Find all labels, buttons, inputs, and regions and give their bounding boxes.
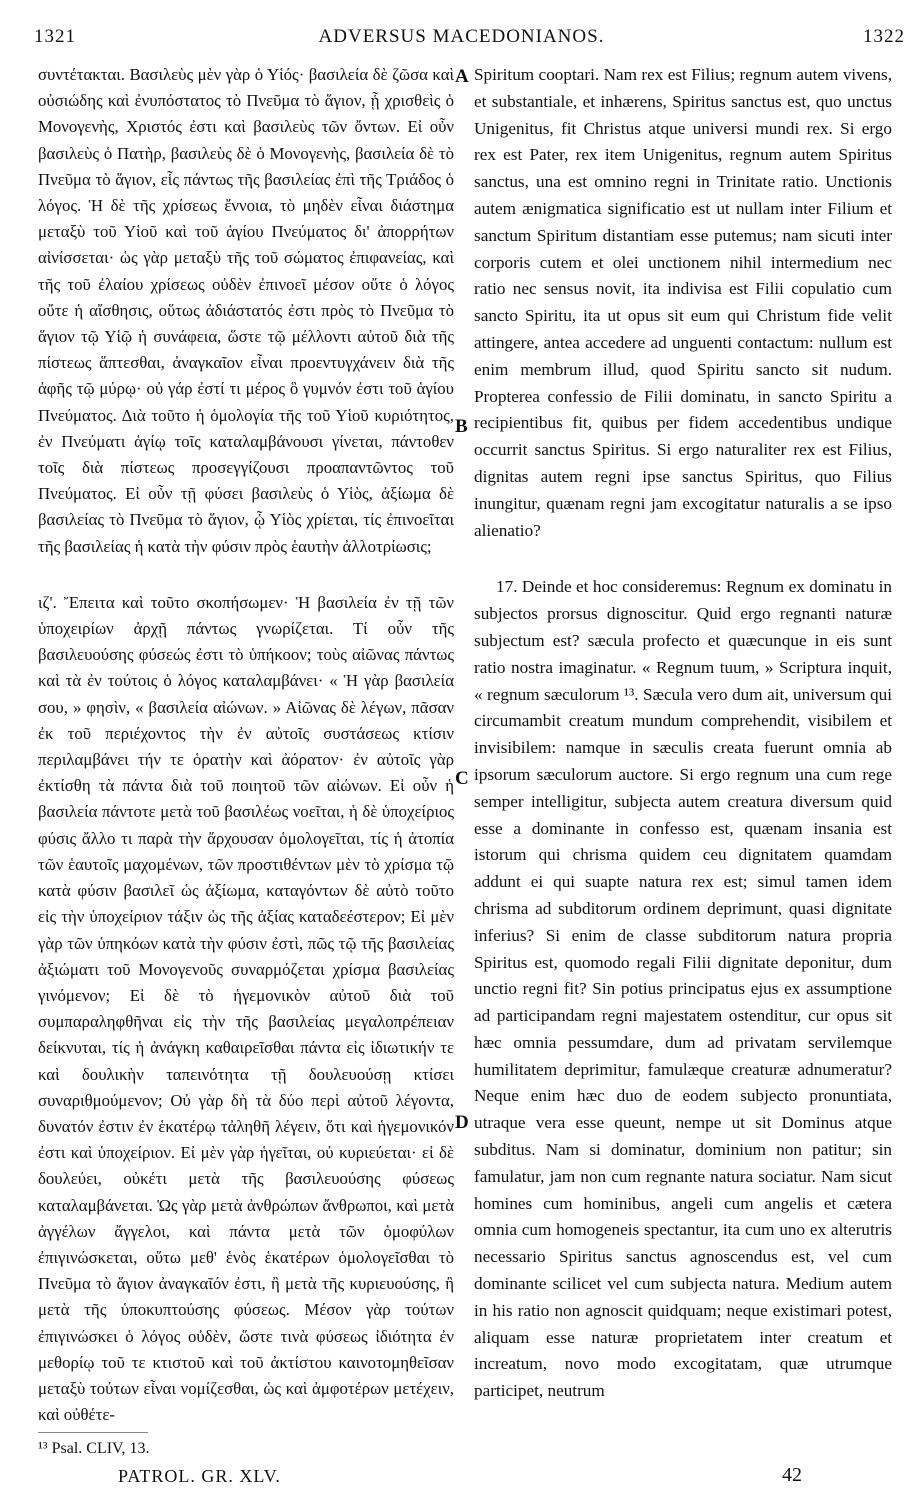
greek-paragraph-1: συντέτακται. Βασιλεὺς μὲν γὰρ ὁ Υἱός· βασιλεία δὲ ζῶσα καὶ οὐσιώδης καὶ ἐνυπόστατος τὸ Πνεῦμα τὸ ἅγιον, ᾗ χρισθεὶς ὁ Μονογενὴς, Χριστός ἐστι καὶ βασιλεὺς τῶν ὄντων. Εἰ οὖν βασιλεὺς ὁ Πατὴρ, βασιλεὺς δὲ ὁ Μονογενὴς, βασιλεία δὲ τὸ Πνεῦμα τὸ ἅγιον, εἷς πάντως τῆς βασιλείας ἐπὶ τῆς Τριάδος ὁ λόγος. Ἡ δὲ τῆς χρίσεως ἔννοια, τὸ μηδὲν εἶναι διάστημα μεταξὺ τοῦ Υἱοῦ καὶ τοῦ ἁγίου Πνεύματος δι' ἀπορρήτων αἰνίσσεται· ὡς γὰρ μεταξὺ τῆς τοῦ σώματος ἐπιφανείας, καὶ τῆς τοῦ ἐλαίου χρίσεως οὐδὲν ἐπινοεῖ μέσον οὔτε ὁ λόγος οὔτε ἡ αἴσθησις, οὕτως ἀδιάστατός ἐστι πρὸς τὸ Πνεῦμα τὸ ἅγιον τῷ Υἱῷ ἡ συνάφεια, ὥστε τῷ μέλλοντι αὐτοῦ διὰ τῆς πίστεως ἅπτεσθαι, ἀναγκαῖον εἶναι προεντυγχάνειν διὰ τῆς ἀφῆς τῷ μύρῳ· οὐ γάρ ἐστί τι μέρος ὃ γυμνόν ἐστι τοῦ ἁγίου Πνεύματος. Διὰ τοῦτο ἡ ὁμολογία τῆς τοῦ Υἱοῦ κυριότητος, ἐν Πνεύματι ἁγίῳ τοῖς καταλαμβάνουσι γίνεται, πάντοθεν τοῖς διὰ πίστεως προσεγγίζουσι προαπαντῶντος τοῦ Πνεύματος. Εἰ οὖν τῇ φύσει βασιλεὺς ὁ Υἱὸς, ἀξίωμα δὲ βασιλείας τὸ Πνεῦμα τὸ ἅγιον, ᾧ Υἱὸς χρίεται, τίς ἐπινοεῖται τῆς βασιλείας ἡ κατὰ τὴν φύσιν πρὸς ἑαυτὴν ἀλλοτρίωσις; [38,65,454,556]
page-header [0,0,923,52]
series-signature: PATROL. GR. XLV. [118,1466,281,1486]
footnote-rule [38,1432,148,1433]
greek-paragraph-2: ιζ'. Ἔπειτα καὶ τοῦτο σκοπήσωμεν· Ἡ βασιλεία ἐν τῇ τῶν ὑποχειρίων ἀρχῇ πάντως γνωρίζεται. Τί οὖν τῆς βασιλευούσης φύσεώς ἐστι τὸ ὑπήκοον; τοὺς αἰῶνας πάντως καὶ τὰ ἐν τούτοις ὁ λόγος καταλαμβάνει· « Ἡ γὰρ βασιλεία σου, » φησὶν, « βασιλεία αἰώνων. » Αἰῶνας δὲ λέγων, πᾶσαν ἐκ τοῦ περιέχοντος τὴν ἐν αὐτοῖς συστάσεως κτίσιν περιλαμβάνει τήν τε ὁρατὴν καὶ ἀόρατον· ἐν αὐτοῖς γὰρ ἐκτίσθη τὰ πάντα διὰ τοῦ ποιητοῦ τῶν αἰώνων. Εἰ οὖν ἡ βασιλεία πάντοτε μετὰ τοῦ βασιλέως νοεῖται, ἡ δὲ ὑποχείριος φύσις ἄλλο τι παρὰ τὴν ἄρχουσαν ὁμολογεῖται, τίς ἡ ἀτοπία τῶν ἑαυτοῖς μαχομένων, τῶν προστιθέντων μὲν τὸ χρίσμα τῷ κατὰ φύσιν βασιλεῖ ὡς ἀξίωμα, καταγόντων δὲ αὐτὸ τοῦτο εἰς τὴν ὑποχείριον τάξιν ὡς τῆς ἀξίας καταδεέστερον; Εἰ μὲν γὰρ τῶν ὑπηκόων κατὰ τὴν φύσιν ἐστὶ, πῶς τῷ τῆς βασιλείας ἀξιώματι τοῦ Μονογενοῦς συναρμόζεται χρίσμα βασιλείας γινόμενον; Εἰ δὲ τὸ ἡγεμονικὸν αὐτοῦ διὰ τοῦ συμπαραληφθῆναι εἰς τὴν τῆς βασιλείας μεγαλοπρέπειαν δείκνυται, τίς ἡ ἀνάγκη καθαιρεῖσθαι πάντα εἰς ἰδιωτικήν τε καὶ δουλικὴν ταπεινότητα τῇ δουλευούσῃ κτίσει συναριθμούμενον; Οὐ γὰρ δὴ τὰ δύο περὶ αὐτοῦ λέγοντα, δυνατόν ἐστιν ἐν ἑκατέρῳ τἀληθῆ λέγειν, ὅτι καὶ ἡγεμονικόν ἐστι καὶ ὑποχείριον. Εἰ μὲν γὰρ ἡγεῖται, οὐ κυριεύεται· εἰ δὲ δουλεύει, οὐκέτι μετὰ τῆς βασιλευούσης φύσεως καταλαμβάνεται. Ὡς γὰρ μετὰ ἀνθρώπων ἄνθρωποι, καὶ μετὰ ἀγγέλων ἄγγελοι, καὶ πάντα μετὰ τῶν ὁμοφύλων ἐπιγινώσκεται, οὕτω μεθ' ἑνὸς ἑκατέρων ὁμολογεῖσθαι τὸ Πνεῦμα τὸ ἅγιον ἀναγκαῖόν ἐστι, ἢ μετὰ τῆς κυριευούσης, ἢ μετὰ τῆς ὑποκυπτούσης φύσεως. Μέσον γὰρ τούτων ἐπιγινώσκει ὁ λόγος οὐδὲν, ὥστε τινὰ φύσεως ἰδιότητα ἐν μεθορίῳ τοῦ τε κτιστοῦ καὶ τοῦ ἀκτίστου καινοτομηθεῖσαν μεταξὺ τούτων εἶναι νομίζεσθαι, ὡς καὶ ἀμφοτέρων μετέχειν, καὶ οὐθέτε- [38,592,454,1425]
page-number-right: 1322 [863,26,905,47]
latin-paragraph-1: Spiritum cooptari. Nam rex est Filius; regnum autem vivens, et substantiale, et inhærens, Spiritus sanctus est, quo unctus Unigenitus, fit Christus atque universi mundi rex. Si ergo rex est Pater, rex item Unigenitus, regnum autem Spiritus sanctus, una est omnino regni in Trinitate ratio. Unctionis autem ænigmatica significatio est ut nullam inter Filium et sanctum Spiritum distantiam esse putemus; nam sicuti inter corporis cutem et olei unctionem nihil intermedium nec ratio nec sensus novit, ita indivisa est Filii copulatio cum sancto Spiritu, ita ut opus sit eum qui Christum fide velit attingere, antea accedere ad unguenti contactum: nullum est enim membrum illud, quod Spiritu sancto sit nudum. Propterea confessio de Filii dominatu, in sancto Spiritu a recipientibus fit, quibus per fidem accedentibus undique occurrit sanctus Spiritus. Si ergo naturaliter rex est Filius, dignitas autem regni ipse sanctus Spiritus, quo Filius inungitur, quænam regni jam excogitatur naturalis a se ipso alienatio? [474,65,892,540]
section-marker-a: A [455,66,469,87]
greek-column [38,62,454,1428]
section-marker-c: C [455,768,469,789]
latin-paragraph-2: 17. Deinde et hoc consideremus: Regnum ex dominatu in subjectos prorsus dignoscitur. Quid ergo regnanti naturæ subjectum est? sæcula profecto et quæcunque in eis sunt ratio nostra imaginatur. « Regnum tuum, » Scriptura inquit, « regnum sæculorum ¹³. Sæcula vero dum ait, universum qui circumambit creatum mundum comprehendit, visibilem et invisibilem: namque in sæculis creata fuerunt omnia ab ipsorum sæculorum auctore. Si ergo regnum una cum rege semper intelligitur, subjecta autem creatura diversum quid esse a dominante in confesso est, quænam insania est istorum qui chrisma quidem ceu dignitatem quamdam addunt ei qui suapte natura rex est; simul tamen idem chrisma ad subditorum ordinem deprimunt, quasi dignitate inferius? Si enim de classe subditorum natura propria Spiritus est, quomodo regali Filii dignitate deponitur, dum unctio regni fit? Sin potius principatus ejus ex assumptione ad participandam regni majestatem ostenditur, cur opus sit hæc omnia pessumdare, dum ad privatam servilemque humilitatem deprimitur, famulæque creaturæ adnumeratur? Neque enim hæc duo de eodem subjecto pronuntiata, utraque vera esse queunt, nempe ut sit Dominus atque subditus. Nam si dominatur, dominium non patitur; sin famulatur, jam non cum regnante natura sociatur. Nam sicut homines cum hominibus, angeli cum angelis et cætera omnia cum homogeneis spectantur, ita cum uno ex alterutris necessario Spiritus sanctus agnoscendus est, vel cum dominante scilicet vel cum subjecta natura. Medium autem in his ratio non agnoscit quidquam; neque existimari potest, aliquam esse naturæ proprietatem inter creatum et increatum, novo modo excogitatam, quæ utrumque participet, neutrum [474,577,892,1401]
section-marker-d: D [455,1112,469,1133]
paragraph-gap [38,560,454,590]
paragraph-gap [474,544,892,574]
section-marker-b: B [455,416,468,437]
running-title: ADVERSUS MACEDONIANOS. [318,26,605,47]
sheet-number: 42 [782,1464,802,1486]
page-number-left: 1321 [34,26,76,47]
footnote: ¹³ Psal. CLIV, 13. [38,1440,150,1457]
latin-column [474,62,892,1405]
